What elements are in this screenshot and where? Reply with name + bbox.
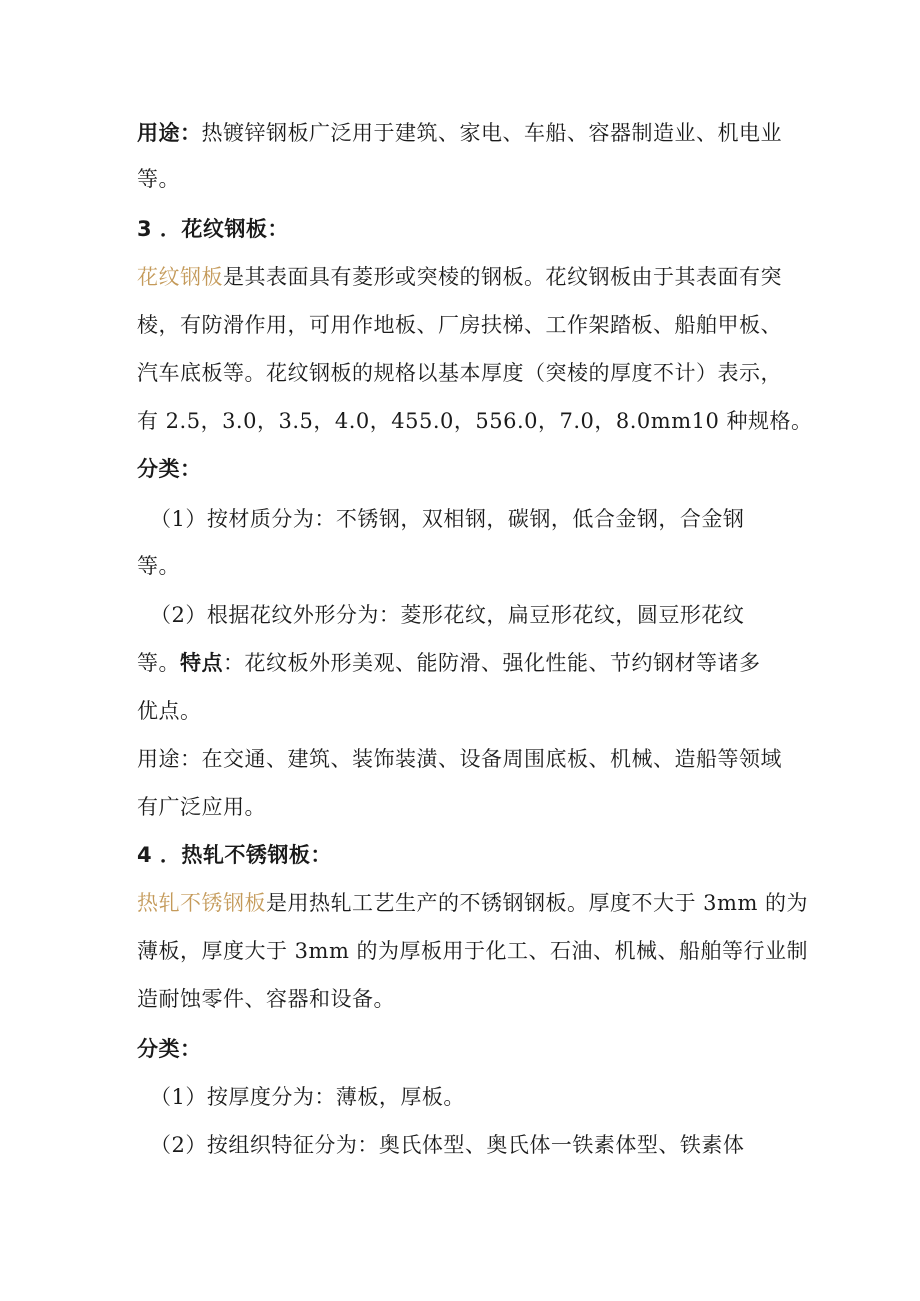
usage-paragraph-line: 用途：在交通、建筑、装饰装潢、设备周围底板、机械、造船等领域 <box>137 747 782 771</box>
list-item-continuation: 等。 <box>137 554 180 578</box>
usage-paragraph-line: 有广泛应用。 <box>137 795 266 819</box>
term-link[interactable]: 热轧不锈钢板 <box>137 891 266 915</box>
list-item: （1）按厚度分为：薄板，厚板。 <box>150 1085 465 1109</box>
intro-paragraph-line: 棱，有防滑作用，可用作地板、厂房扶梯、工作架踏板、船舶甲板、 <box>137 313 782 337</box>
usage-paragraph-line <box>137 118 782 148</box>
list-item-continuation: 优点。 <box>137 699 202 723</box>
intro-paragraph-line: 造耐蚀零件、容器和设备。 <box>137 987 395 1011</box>
intro-paragraph-line: 汽车底板等。花纹钢板的规格以基本厚度（突棱的厚度不计）表示， <box>137 361 782 385</box>
intro-paragraph-line: 薄板，厚度大于 3mm 的为厚板用于化工、石油、机械、船舶等行业制 <box>137 939 809 963</box>
features-label: 特点 <box>180 651 223 675</box>
list-item-continuation: 等。特点：花纹板外形美观、能防滑、强化性能、节约钢材等诸多 <box>137 651 761 675</box>
usage-text: 热镀锌钢板广泛用于建筑、家电、车船、容器制造业、机电业 <box>201 121 782 145</box>
list-item: （2）按组织特征分为：奥氏体型、奥氏体一铁素体型、铁素体 <box>150 1133 745 1157</box>
intro-paragraph-line <box>137 888 808 918</box>
intro-text: 是用热轧工艺生产的不锈钢钢板。厚度不大于 3mm 的为 <box>266 891 809 915</box>
usage-paragraph-line: 等。 <box>137 167 180 191</box>
term-link[interactable]: 花纹钢板 <box>137 265 223 289</box>
intro-paragraph-line <box>137 262 782 292</box>
classification-heading: 分类： <box>137 457 202 481</box>
usage-label: 用途： <box>137 121 202 145</box>
list-item: （2）根据花纹外形分为：菱形花纹，扁豆形花纹，圆豆形花纹 <box>150 603 745 627</box>
section-heading: 4 ．热轧不锈钢板： <box>137 843 332 867</box>
intro-text: 是其表面具有菱形或突棱的钢板。花纹钢板由于其表面有突 <box>223 265 782 289</box>
section-heading: 3 ．花纹钢板： <box>137 217 289 241</box>
list-item: （1）按材质分为：不锈钢，双相钢，碳钢，低合金钢，合金钢 <box>150 507 745 531</box>
intro-paragraph-line: 有 2.5，3.0，3.5，4.0，455.0，556.0，7.0，8.0mm10 种规格。 <box>137 409 813 433</box>
classification-heading: 分类： <box>137 1037 202 1061</box>
